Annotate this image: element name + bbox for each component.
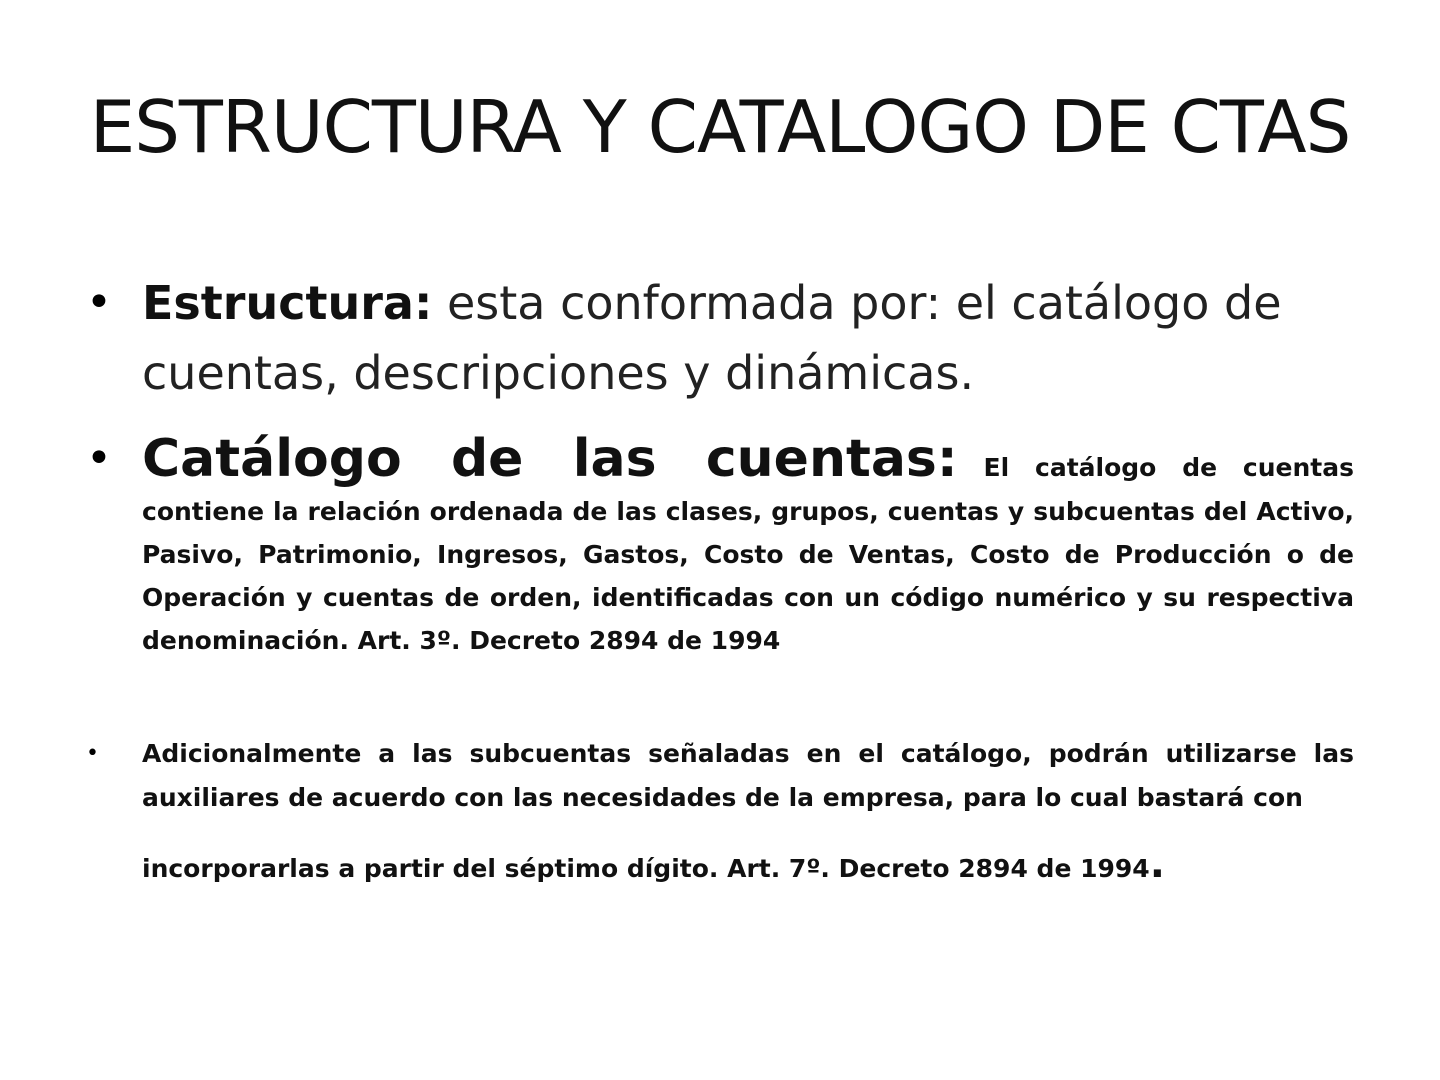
bullet-lead: Estructura: xyxy=(142,276,433,330)
bullet-item-estructura xyxy=(86,268,1354,408)
slide-title: ESTRUCTURA Y CATALOGO DE CTAS xyxy=(89,85,1351,169)
bullet-item-adicionalmente xyxy=(86,732,1354,891)
bullet-text: El catálogo de cuentas contiene la relación ordenada de las clases, grupos, cuentas y subcuentas del Activo, Pasivo, Patrimonio, Ingresos, Gastos, Costo de Ventas, Costo de Producción o de Operación y cuentas de orden, identificadas con un código numérico y su respectiva denominación. Art. 3º. Decreto 2894 de 1994 xyxy=(142,453,1354,655)
bullet-item-catalogo xyxy=(86,428,1354,662)
bullet-icon: • xyxy=(86,277,112,328)
bullet-icon: • xyxy=(86,741,99,766)
bullet-end-mark: . xyxy=(1149,841,1165,887)
bullet-body xyxy=(142,428,1354,662)
bullet-body xyxy=(142,732,1354,891)
bullet-text: Adicionalmente a las subcuentas señaladas en el catálogo, podrán utilizarse las auxiliares de acuerdo con las necesidades de la empresa, para lo cual bastará con xyxy=(142,739,1354,812)
bullet-body xyxy=(142,268,1354,408)
bullet-text: esta conformada por: el catálogo de cuentas, descripciones y dinámicas. xyxy=(142,276,1282,400)
bullet-text-continued: incorporarlas a partir del séptimo dígito. Art. 7º. Decreto 2894 de 1994 xyxy=(142,854,1150,883)
bullet-lead: Catálogo de las cuentas: xyxy=(142,429,958,489)
bullet-icon: • xyxy=(86,433,112,484)
